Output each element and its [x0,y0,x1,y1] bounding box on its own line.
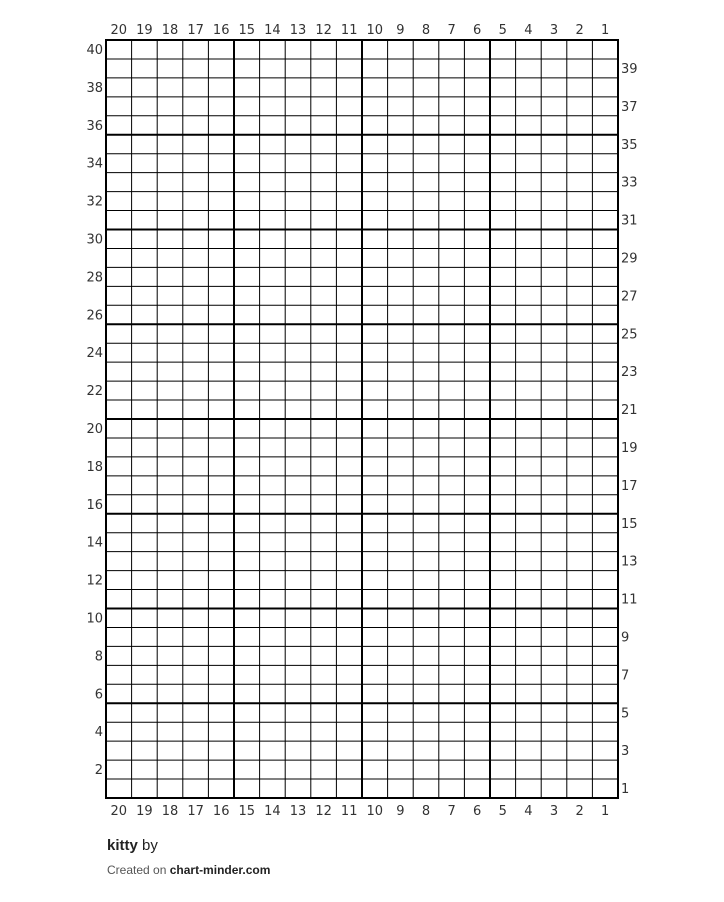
row-label-left: 8 [94,649,103,665]
row-label-right: 31 [621,213,638,229]
row-label-right: 1 [621,782,630,798]
row-label-left: 2 [94,763,103,779]
row-label-right: 21 [621,403,638,419]
column-label-top: 18 [161,23,179,38]
row-label-left: 26 [86,308,103,324]
credit-line [107,862,270,878]
column-label-bottom: 14 [264,804,281,819]
row-label-right: 37 [621,99,638,115]
column-label-bottom: 4 [524,804,533,819]
row-label-left: 28 [86,270,103,286]
column-label-bottom: 2 [575,804,584,819]
row-label-left: 16 [86,497,103,513]
column-label-bottom: 8 [421,804,431,819]
row-label-right: 11 [621,592,638,608]
grid-lines [106,40,618,798]
column-label-top: 10 [366,23,384,38]
row-label-right: 27 [621,289,638,305]
column-label-top: 5 [498,23,507,38]
column-label-top: 17 [187,23,204,38]
row-label-right: 5 [621,706,630,722]
row-label-right: 25 [621,327,638,343]
row-label-right: 13 [621,554,638,570]
chart-by-label: by [142,837,158,854]
column-label-bottom: 3 [549,804,559,819]
column-label-bottom: 5 [498,804,507,819]
row-label-left: 10 [86,611,103,627]
row-label-right: 33 [621,175,638,191]
row-label-left: 18 [86,459,103,475]
column-label-top: 6 [473,23,482,38]
chart-footer [107,836,270,878]
chart-title-line [107,836,270,856]
column-label-bottom: 17 [187,804,204,819]
created-on-label: Created on [107,863,167,877]
row-label-right: 35 [621,137,638,153]
row-label-right: 29 [621,251,638,267]
column-label-top: 11 [340,23,358,38]
row-label-right: 9 [621,630,630,646]
row-label-left: 30 [86,232,103,248]
row-label-left: 14 [86,535,103,551]
row-label-left: 20 [86,422,103,437]
column-label-top: 7 [447,23,456,38]
column-label-top: 2 [575,23,584,38]
row-label-left: 6 [94,687,103,703]
brand-link[interactable]: chart-minder.com [169,863,271,877]
row-label-left: 36 [86,118,103,134]
column-label-top: 20 [110,23,128,38]
column-label-top: 14 [264,23,281,38]
column-label-top: 1 [601,23,610,38]
column-label-top: 19 [136,23,153,38]
row-label-left: 34 [86,156,103,172]
column-label-bottom: 1 [601,804,610,819]
row-label-left: 4 [94,725,103,741]
row-label-left: 24 [86,346,103,362]
column-label-top: 12 [315,23,332,38]
column-label-bottom: 13 [289,804,307,819]
column-label-bottom: 10 [366,804,384,819]
row-label-right: 23 [621,365,638,381]
row-label-right: 15 [621,516,638,532]
column-label-top: 13 [289,23,307,38]
row-label-left: 38 [86,80,103,96]
column-label-bottom: 11 [340,804,358,819]
column-label-bottom: 20 [110,804,128,819]
column-label-top: 16 [212,23,230,38]
row-label-left: 22 [86,384,103,400]
column-label-bottom: 16 [212,804,230,819]
row-label-right: 7 [621,668,630,684]
column-label-bottom: 9 [396,804,405,819]
column-label-bottom: 19 [136,804,153,819]
row-label-left: 40 [86,43,103,58]
column-label-bottom: 15 [238,804,256,819]
row-label-right: 17 [621,478,638,494]
row-label-right: 39 [621,61,638,77]
column-label-top: 8 [421,23,431,38]
column-label-top: 9 [396,23,405,38]
column-label-top: 3 [549,23,559,38]
column-label-top: 4 [524,23,533,38]
row-label-left: 32 [86,194,103,210]
column-label-bottom: 7 [447,804,456,819]
column-label-bottom: 6 [473,804,482,819]
column-label-top: 15 [238,23,256,38]
row-label-left: 12 [86,573,103,589]
row-label-right: 19 [621,440,638,456]
row-label-right: 3 [621,744,630,760]
chart-name: kitty [107,837,138,854]
column-label-bottom: 12 [315,804,332,819]
column-label-bottom: 18 [161,804,179,819]
